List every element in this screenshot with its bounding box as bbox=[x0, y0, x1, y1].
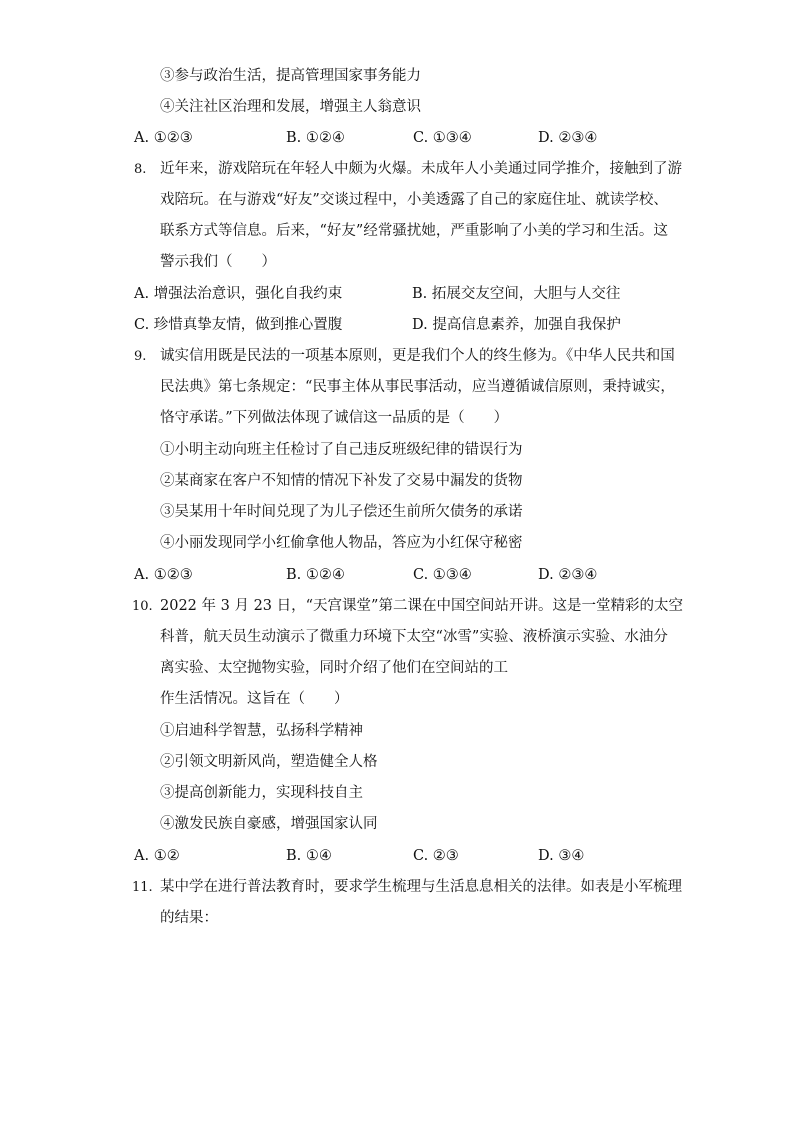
q10-stem-line-3: 离实验、太空抛物实验，同时介绍了他们在空间站的工 bbox=[160, 660, 508, 676]
q7-item-3: ③参与政治生活，提高管理国家事务能力 bbox=[160, 68, 421, 84]
q10-option-a[interactable]: A. ①② bbox=[134, 848, 180, 864]
q10-stem-line-1: 2022 年 3 月 23 日，“天宫课堂”第二课在中国空间站开讲。这是一堂精彩的太空 bbox=[160, 598, 683, 614]
q11-stem-line-2: 的结果： bbox=[160, 910, 218, 926]
q9-stem-line-1: 诚实信用既是民法的一项基本原则，更是我们个人的终生修为。《中华人民共和国 bbox=[160, 348, 675, 364]
q11-stem-line-1: 某中学在进行普法教育时，要求学生梳理与生活息息相关的法律。如表是小军梳理 bbox=[160, 879, 682, 895]
q7-option-b[interactable]: B. ①②④ bbox=[286, 130, 345, 146]
q8-stem-line-1: 近年来，游戏陪玩在年轻人中颇为火爆。未成年人小美通过同学推介，接触到了游 bbox=[160, 161, 682, 177]
q8-option-d[interactable]: D. 提高信息素养，加强自我保护 bbox=[412, 317, 621, 333]
q10-option-b[interactable]: B. ①④ bbox=[286, 848, 332, 864]
q9-item-4: ④小丽发现同学小红偷拿他人物品，答应为小红保守秘密 bbox=[160, 535, 523, 551]
q11-number: 11. bbox=[132, 880, 153, 895]
q7-option-d[interactable]: D. ②③④ bbox=[538, 130, 598, 146]
q9-item-2: ②某商家在客户不知情的情况下补发了交易中漏发的货物 bbox=[160, 473, 523, 489]
q10-option-d[interactable]: D. ③④ bbox=[538, 848, 585, 864]
q9-number: 9. bbox=[134, 349, 147, 364]
q8-stem-line-3: 联系方式等信息。后来，“好友”经常骚扰她，严重影响了小美的学习和生活。这 bbox=[160, 223, 668, 239]
q9-stem-line-3: 恪守承诺。”下列做法体现了诚信这一品质的是（ ） bbox=[160, 410, 509, 426]
q8-option-b[interactable]: B. 拓展交友空间，大胆与人交往 bbox=[412, 286, 621, 302]
q10-stem-line-4: 作生活情况。这旨在（ ） bbox=[160, 691, 349, 707]
q9-item-3: ③吴某用十年时间兑现了为儿子偿还生前所欠债务的承诺 bbox=[160, 504, 523, 520]
q10-item-2: ②引领文明新风尚，塑造健全人格 bbox=[160, 754, 378, 770]
q9-option-d[interactable]: D. ②③④ bbox=[538, 567, 598, 583]
q9-stem-line-2: 民法典》第七条规定：“民事主体从事民事活动，应当遵循诚信原则，秉持诚实， bbox=[160, 379, 675, 395]
q10-item-3: ③提高创新能力，实现科技自主 bbox=[160, 785, 363, 801]
q9-option-c[interactable]: C. ①③④ bbox=[413, 567, 472, 583]
q8-option-a[interactable]: A. 增强法治意识，强化自我约束 bbox=[134, 286, 343, 302]
q8-number: 8. bbox=[134, 162, 147, 177]
q10-option-c[interactable]: C. ②③ bbox=[413, 848, 459, 864]
q8-stem-line-4: 警示我们（ ） bbox=[160, 254, 276, 270]
q10-number: 10. bbox=[132, 599, 153, 614]
q7-item-4: ④关注社区治理和发展，增强主人翁意识 bbox=[160, 99, 421, 115]
q9-item-1: ①小明主动向班主任检讨了自己违反班级纪律的错误行为 bbox=[160, 442, 523, 458]
q7-option-c[interactable]: C. ①③④ bbox=[413, 130, 472, 146]
q8-option-c[interactable]: C. 珍惜真挚友情，做到推心置腹 bbox=[134, 317, 343, 333]
q10-stem-line-2: 科普，航天员生动演示了微重力环境下太空“冰雪”实验、液桥演示实验、水油分 bbox=[160, 629, 668, 645]
q10-item-1: ①启迪科学智慧，弘扬科学精神 bbox=[160, 723, 363, 739]
q9-option-a[interactable]: A. ①②③ bbox=[134, 567, 193, 583]
q7-option-a[interactable]: A. ①②③ bbox=[134, 130, 193, 146]
q9-option-b[interactable]: B. ①②④ bbox=[286, 567, 345, 583]
q8-stem-line-2: 戏陪玩。在与游戏“好友”交谈过程中，小美透露了自己的家庭住址、就读学校、 bbox=[160, 192, 668, 208]
q10-item-4: ④激发民族自豪感，增强国家认同 bbox=[160, 816, 378, 832]
